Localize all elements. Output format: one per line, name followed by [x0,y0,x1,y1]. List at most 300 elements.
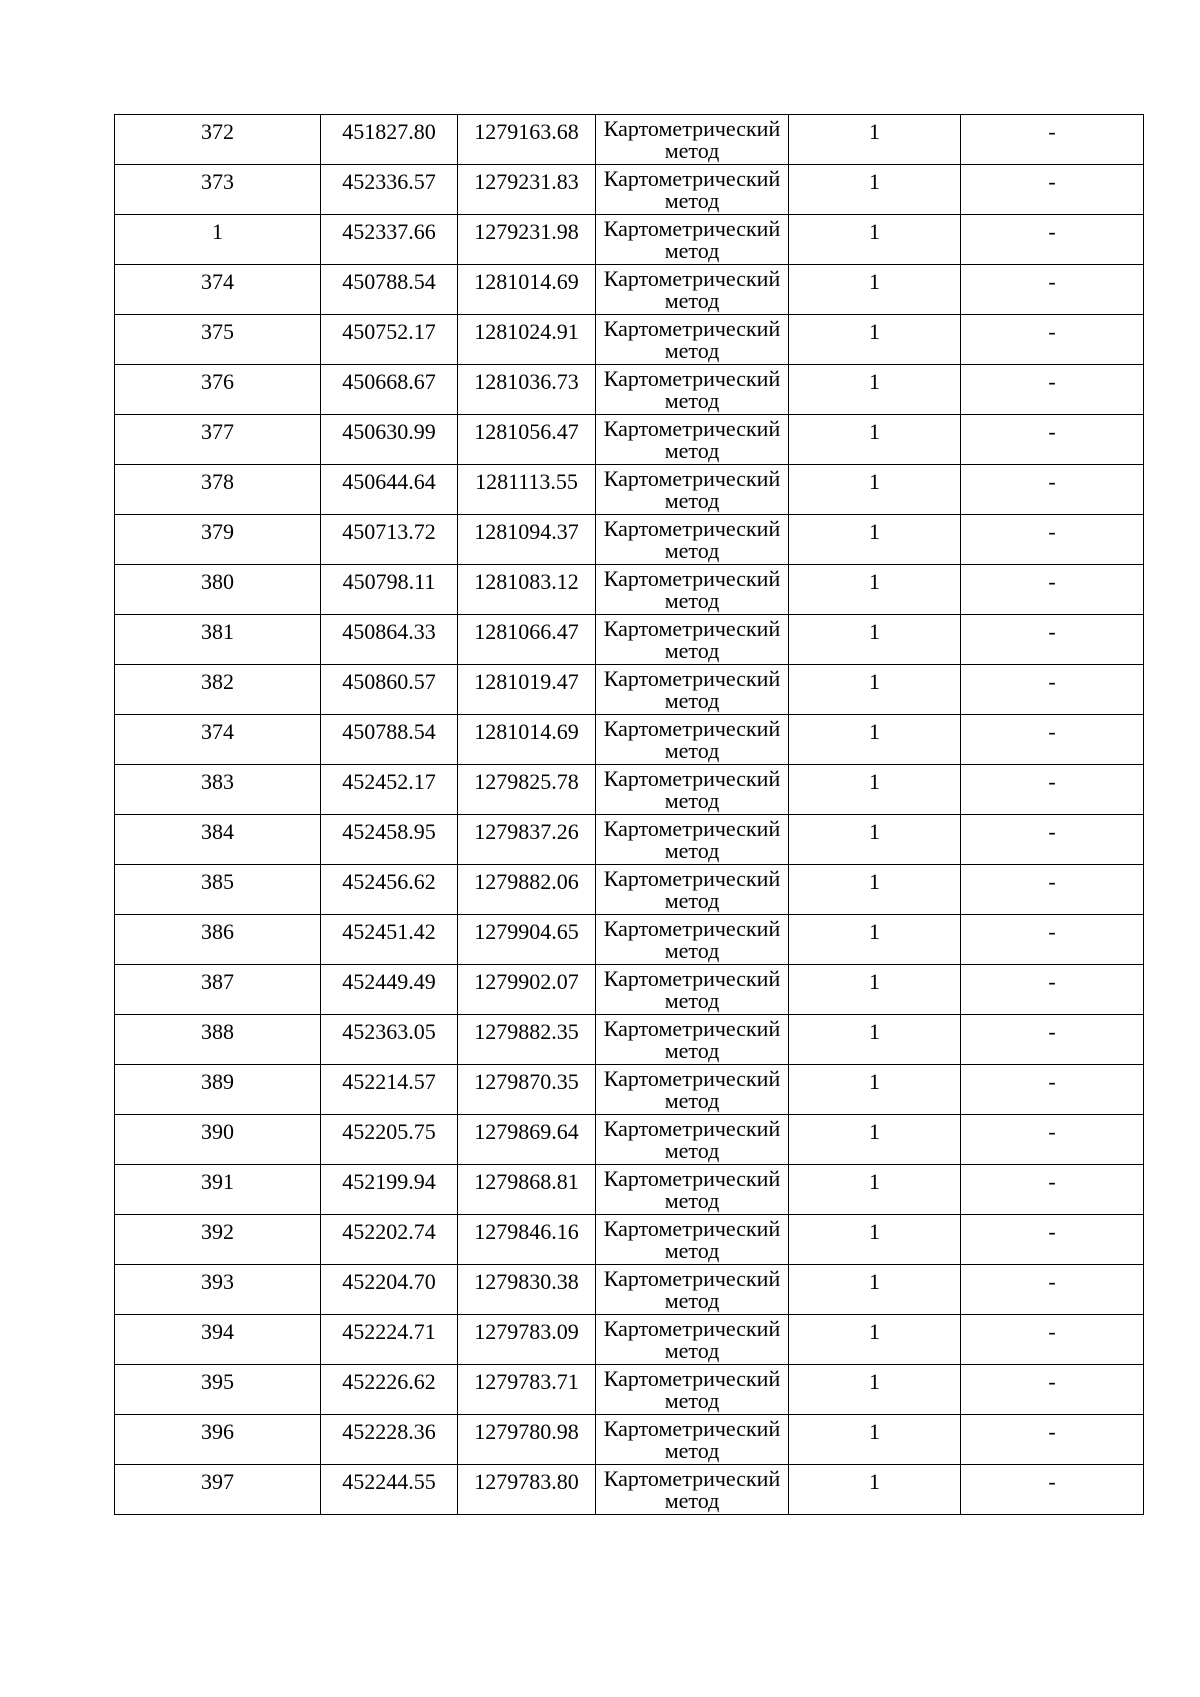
table-row [115,1465,1144,1515]
point-number-cell [115,1415,321,1465]
precision-cell-text: 1 [869,369,880,394]
y-coordinate-cell [458,765,596,815]
note-cell-text: - [1048,419,1056,444]
method-cell-text: Картометрический метод [603,1416,781,1463]
y-coordinate-cell-text: 1279870.35 [474,1069,579,1094]
method-cell [596,365,789,415]
y-coordinate-cell [458,1265,596,1315]
y-coordinate-cell [458,1115,596,1165]
precision-cell-text: 1 [869,1369,880,1394]
y-coordinate-cell-text: 1281014.69 [474,719,579,744]
method-cell-text: Картометрический метод [603,1166,781,1213]
y-coordinate-cell-text: 1279783.71 [474,1369,579,1394]
method-cell-text: Картометрический метод [603,766,781,813]
point-number-cell [115,215,321,265]
note-cell-text: - [1048,169,1056,194]
x-coordinate-cell [321,215,458,265]
precision-cell-text: 1 [869,969,880,994]
x-coordinate-cell [321,815,458,865]
note-cell [961,415,1144,465]
x-coordinate-cell-text: 450713.72 [342,519,436,544]
x-coordinate-cell-text: 452199.94 [342,1169,436,1194]
y-coordinate-cell [458,1165,596,1215]
y-coordinate-cell [458,315,596,365]
method-cell-text: Картометрический метод [603,516,781,563]
precision-cell-text: 1 [869,1219,880,1244]
point-number-cell-text: 379 [201,519,234,544]
x-coordinate-cell-text: 452449.49 [342,969,436,994]
note-cell [961,665,1144,715]
precision-cell-text: 1 [869,919,880,944]
precision-cell-text: 1 [869,1269,880,1294]
precision-cell [789,1015,961,1065]
y-coordinate-cell-text: 1279825.78 [474,769,579,794]
note-cell [961,1265,1144,1315]
x-coordinate-cell [321,765,458,815]
x-coordinate-cell-text: 452451.42 [342,919,436,944]
note-cell-text: - [1048,469,1056,494]
x-coordinate-cell [321,1265,458,1315]
method-cell [596,315,789,365]
x-coordinate-cell-text: 452458.95 [342,819,436,844]
note-cell [961,1115,1144,1165]
x-coordinate-cell [321,515,458,565]
x-coordinate-cell-text: 450788.54 [342,719,436,744]
y-coordinate-cell [458,965,596,1015]
y-coordinate-cell [458,565,596,615]
point-number-cell [115,315,321,365]
table-row [115,1365,1144,1415]
method-cell-text: Картометрический метод [603,466,781,513]
table-row [115,715,1144,765]
y-coordinate-cell [458,1415,596,1465]
note-cell-text: - [1048,1319,1056,1344]
point-number-cell [115,715,321,765]
note-cell-text: - [1048,569,1056,594]
y-coordinate-cell [458,1315,596,1365]
y-coordinate-cell-text: 1281024.91 [474,319,579,344]
point-number-cell [115,415,321,465]
table-row [115,1415,1144,1465]
method-cell-text: Картометрический метод [603,1316,781,1363]
method-cell [596,1015,789,1065]
note-cell [961,865,1144,915]
x-coordinate-cell [321,915,458,965]
table-row [115,165,1144,215]
x-coordinate-cell [321,615,458,665]
point-number-cell [115,665,321,715]
method-cell-text: Картометрический метод [603,616,781,663]
y-coordinate-cell-text: 1279783.09 [474,1319,579,1344]
precision-cell-text: 1 [869,1319,880,1344]
y-coordinate-cell [458,1065,596,1115]
method-cell [596,1115,789,1165]
note-cell-text: - [1048,869,1056,894]
precision-cell-text: 1 [869,819,880,844]
precision-cell [789,465,961,515]
y-coordinate-cell-text: 1279163.68 [474,119,579,144]
method-cell [596,815,789,865]
table-row [115,865,1144,915]
y-coordinate-cell-text: 1281066.47 [474,619,579,644]
y-coordinate-cell-text: 1279783.80 [474,1469,579,1494]
y-coordinate-cell [458,1365,596,1415]
table-row [115,265,1144,315]
precision-cell [789,115,961,165]
point-number-cell [115,765,321,815]
precision-cell [789,565,961,615]
table-row [115,1215,1144,1265]
point-number-cell-text: 373 [201,169,234,194]
table-row [115,565,1144,615]
y-coordinate-cell [458,365,596,415]
point-number-cell-text: 377 [201,419,234,444]
point-number-cell [115,1065,321,1115]
method-cell [596,165,789,215]
table-row [115,915,1144,965]
x-coordinate-cell [321,415,458,465]
point-number-cell [115,365,321,415]
method-cell-text: Картометрический метод [603,1216,781,1263]
y-coordinate-cell-text: 1281014.69 [474,269,579,294]
point-number-cell [115,1315,321,1365]
point-number-cell-text: 392 [201,1219,234,1244]
precision-cell [789,1265,961,1315]
precision-cell [789,265,961,315]
y-coordinate-cell-text: 1279837.26 [474,819,579,844]
note-cell [961,1065,1144,1115]
method-cell [596,1365,789,1415]
method-cell [596,1465,789,1515]
point-number-cell-text: 372 [201,119,234,144]
note-cell-text: - [1048,519,1056,544]
x-coordinate-cell [321,365,458,415]
note-cell [961,965,1144,1015]
precision-cell-text: 1 [869,219,880,244]
x-coordinate-cell [321,565,458,615]
precision-cell [789,1215,961,1265]
precision-cell [789,415,961,465]
method-cell [596,915,789,965]
x-coordinate-cell-text: 452456.62 [342,869,436,894]
point-number-cell [115,965,321,1015]
point-number-cell-text: 391 [201,1169,234,1194]
precision-cell [789,1315,961,1365]
method-cell [596,1065,789,1115]
method-cell [596,115,789,165]
y-coordinate-cell [458,1215,596,1265]
x-coordinate-cell-text: 452363.05 [342,1019,436,1044]
x-coordinate-cell [321,665,458,715]
note-cell [961,715,1144,765]
method-cell [596,1165,789,1215]
point-number-cell [115,865,321,915]
point-number-cell-text: 386 [201,919,234,944]
method-cell-text: Картометрический метод [603,566,781,613]
precision-cell-text: 1 [869,1119,880,1144]
x-coordinate-cell [321,465,458,515]
y-coordinate-cell-text: 1279882.35 [474,1019,579,1044]
note-cell [961,465,1144,515]
note-cell-text: - [1048,819,1056,844]
precision-cell-text: 1 [869,769,880,794]
note-cell [961,815,1144,865]
point-number-cell [115,615,321,665]
table-row [115,815,1144,865]
method-cell [596,1265,789,1315]
y-coordinate-cell-text: 1281083.12 [474,569,579,594]
point-number-cell [115,1265,321,1315]
table-row [115,365,1144,415]
table-row [115,1165,1144,1215]
method-cell [596,865,789,915]
x-coordinate-cell [321,1215,458,1265]
note-cell [961,615,1144,665]
method-cell-text: Картометрический метод [603,1266,781,1313]
note-cell-text: - [1048,969,1056,994]
precision-cell [789,815,961,865]
method-cell [596,215,789,265]
note-cell [961,915,1144,965]
table-row [115,765,1144,815]
y-coordinate-cell-text: 1279902.07 [474,969,579,994]
y-coordinate-cell [458,465,596,515]
method-cell-text: Картометрический метод [603,1116,781,1163]
note-cell-text: - [1048,1419,1056,1444]
note-cell-text: - [1048,1069,1056,1094]
x-coordinate-cell-text: 452337.66 [342,219,436,244]
point-number-cell-text: 396 [201,1419,234,1444]
table-row [115,215,1144,265]
x-coordinate-cell [321,1465,458,1515]
point-number-cell-text: 395 [201,1369,234,1394]
x-coordinate-cell-text: 450798.11 [342,569,436,594]
x-coordinate-cell [321,1165,458,1215]
method-cell [596,765,789,815]
note-cell [961,315,1144,365]
point-number-cell-text: 374 [201,269,234,294]
note-cell [961,115,1144,165]
precision-cell [789,315,961,365]
precision-cell-text: 1 [869,469,880,494]
point-number-cell [115,1115,321,1165]
x-coordinate-cell-text: 452214.57 [342,1069,436,1094]
y-coordinate-cell-text: 1281019.47 [474,669,579,694]
x-coordinate-cell-text: 452224.71 [342,1319,436,1344]
note-cell-text: - [1048,719,1056,744]
precision-cell-text: 1 [869,719,880,744]
x-coordinate-cell-text: 452204.70 [342,1269,436,1294]
x-coordinate-cell [321,1315,458,1365]
x-coordinate-cell-text: 452202.74 [342,1219,436,1244]
precision-cell-text: 1 [869,619,880,644]
x-coordinate-cell [321,965,458,1015]
table-row [115,965,1144,1015]
point-number-cell [115,815,321,865]
point-number-cell-text: 376 [201,369,234,394]
method-cell-text: Картометрический метод [603,916,781,963]
y-coordinate-cell-text: 1279904.65 [474,919,579,944]
point-number-cell [115,1215,321,1265]
note-cell [961,215,1144,265]
note-cell [961,1315,1144,1365]
x-coordinate-cell-text: 452226.62 [342,1369,436,1394]
method-cell [596,1315,789,1365]
method-cell-text: Картометрический метод [603,1366,781,1413]
precision-cell [789,1165,961,1215]
table-row [115,515,1144,565]
precision-cell [789,765,961,815]
table-row [115,415,1144,465]
note-cell-text: - [1048,1169,1056,1194]
y-coordinate-cell [458,715,596,765]
note-cell [961,1015,1144,1065]
method-cell [596,265,789,315]
note-cell-text: - [1048,619,1056,644]
x-coordinate-cell [321,1415,458,1465]
table-row [115,1065,1144,1115]
precision-cell-text: 1 [869,269,880,294]
x-coordinate-cell-text: 450668.67 [342,369,436,394]
x-coordinate-cell-text: 452228.36 [342,1419,436,1444]
x-coordinate-cell-text: 451827.80 [342,119,436,144]
point-number-cell [115,165,321,215]
precision-cell-text: 1 [869,869,880,894]
method-cell-text: Картометрический метод [603,866,781,913]
note-cell-text: - [1048,919,1056,944]
x-coordinate-cell-text: 452452.17 [342,769,436,794]
note-cell-text: - [1048,119,1056,144]
note-cell [961,1215,1144,1265]
note-cell [961,515,1144,565]
point-number-cell-text: 384 [201,819,234,844]
x-coordinate-cell-text: 452336.57 [342,169,436,194]
point-number-cell [115,1165,321,1215]
point-number-cell-text: 374 [201,719,234,744]
y-coordinate-cell-text: 1281094.37 [474,519,579,544]
y-coordinate-cell-text: 1281036.73 [474,369,579,394]
note-cell-text: - [1048,1269,1056,1294]
x-coordinate-cell [321,1115,458,1165]
point-number-cell [115,565,321,615]
point-number-cell-text: 380 [201,569,234,594]
method-cell-text: Картометрический метод [603,816,781,863]
method-cell-text: Картометрический метод [603,416,781,463]
precision-cell-text: 1 [869,119,880,144]
method-cell [596,415,789,465]
precision-cell [789,1415,961,1465]
x-coordinate-cell [321,865,458,915]
note-cell-text: - [1048,219,1056,244]
method-cell-text: Картометрический метод [603,666,781,713]
method-cell-text: Картометрический метод [603,716,781,763]
precision-cell-text: 1 [869,1069,880,1094]
note-cell [961,765,1144,815]
precision-cell [789,515,961,565]
point-number-cell-text: 393 [201,1269,234,1294]
note-cell [961,1365,1144,1415]
precision-cell-text: 1 [869,669,880,694]
precision-cell [789,615,961,665]
x-coordinate-cell [321,1015,458,1065]
x-coordinate-cell [321,715,458,765]
precision-cell-text: 1 [869,1419,880,1444]
table-row [115,315,1144,365]
precision-cell-text: 1 [869,569,880,594]
precision-cell [789,715,961,765]
point-number-cell [115,115,321,165]
table-row [115,1115,1144,1165]
method-cell-text: Картометрический метод [603,366,781,413]
y-coordinate-cell-text: 1279868.81 [474,1169,579,1194]
point-number-cell-text: 1 [212,219,223,244]
y-coordinate-cell-text: 1279869.64 [474,1119,579,1144]
method-cell-text: Картометрический метод [603,166,781,213]
precision-cell [789,1065,961,1115]
precision-cell [789,1365,961,1415]
point-number-cell-text: 381 [201,619,234,644]
precision-cell-text: 1 [869,1169,880,1194]
precision-cell [789,1465,961,1515]
point-number-cell-text: 389 [201,1069,234,1094]
y-coordinate-cell-text: 1281056.47 [474,419,579,444]
point-number-cell-text: 397 [201,1469,234,1494]
y-coordinate-cell-text: 1279830.38 [474,1269,579,1294]
y-coordinate-cell [458,615,596,665]
method-cell-text: Картометрический метод [603,116,781,163]
x-coordinate-cell-text: 452244.55 [342,1469,436,1494]
precision-cell [789,665,961,715]
x-coordinate-cell [321,115,458,165]
y-coordinate-cell [458,815,596,865]
y-coordinate-cell-text: 1279882.06 [474,869,579,894]
method-cell [596,715,789,765]
table-row [115,465,1144,515]
x-coordinate-cell [321,165,458,215]
table-row [115,1015,1144,1065]
table-row [115,615,1144,665]
note-cell [961,165,1144,215]
point-number-cell-text: 385 [201,869,234,894]
point-number-cell-text: 390 [201,1119,234,1144]
precision-cell [789,365,961,415]
x-coordinate-cell-text: 450864.33 [342,619,436,644]
precision-cell-text: 1 [869,1469,880,1494]
y-coordinate-cell-text: 1281113.55 [475,469,578,494]
y-coordinate-cell-text: 1279780.98 [474,1419,579,1444]
x-coordinate-cell [321,1365,458,1415]
point-number-cell [115,465,321,515]
method-cell [596,565,789,615]
point-number-cell-text: 388 [201,1019,234,1044]
precision-cell [789,965,961,1015]
note-cell-text: - [1048,369,1056,394]
note-cell [961,365,1144,415]
precision-cell [789,865,961,915]
y-coordinate-cell [458,115,596,165]
precision-cell [789,165,961,215]
note-cell-text: - [1048,769,1056,794]
coordinates-table [114,114,1144,1515]
table-row [115,1265,1144,1315]
method-cell-text: Картометрический метод [603,266,781,313]
method-cell [596,965,789,1015]
note-cell [961,565,1144,615]
precision-cell [789,215,961,265]
y-coordinate-cell [458,915,596,965]
x-coordinate-cell-text: 450788.54 [342,269,436,294]
method-cell-text: Картометрический метод [603,966,781,1013]
